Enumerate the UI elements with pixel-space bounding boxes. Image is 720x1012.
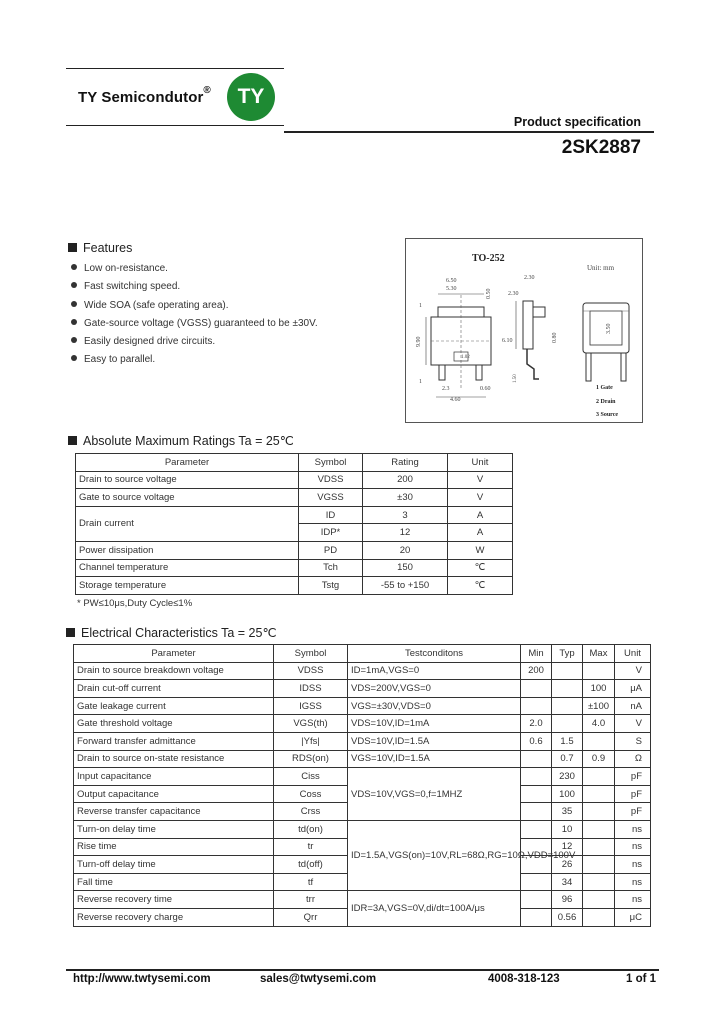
param-cell: Drain current (76, 506, 299, 541)
param-cell: Power dissipation (76, 541, 299, 559)
symbol-cell: td(off) (274, 856, 348, 874)
bullet-icon (71, 264, 77, 270)
unit-cell: pF (615, 768, 651, 786)
header-cell: Parameter (76, 454, 299, 472)
footer-url[interactable]: http://www.twtysemi.com (73, 973, 211, 985)
param-cell: Output capacitance (74, 785, 274, 803)
typ-cell (552, 680, 583, 698)
typ-cell (552, 662, 583, 680)
feature-text: Easily designed drive circuits. (84, 336, 216, 348)
svg-text:4.60: 4.60 (450, 397, 461, 403)
table-row (76, 506, 513, 524)
header-rule-top (66, 68, 284, 69)
min-cell (521, 891, 552, 909)
condition-cell: ID=1mA,VGS=0 (348, 662, 521, 680)
svg-text:6.10: 6.10 (502, 338, 513, 344)
max-cell (583, 803, 615, 821)
company-logo: TY (227, 73, 275, 121)
condition-cell: VDS=10V,ID=1mA (348, 715, 521, 733)
typ-cell: 230 (552, 768, 583, 786)
unit-cell: pF (615, 803, 651, 821)
typ-cell: 0.56 (552, 908, 583, 926)
typ-cell: 10 (552, 820, 583, 838)
pin-label-drain: 2 Drain (596, 399, 616, 405)
symbol-cell: td(on) (274, 820, 348, 838)
unit-cell: W (448, 541, 513, 559)
typ-cell: 34 (552, 873, 583, 891)
param-cell: Storage temperature (76, 577, 299, 595)
svg-text:9.90: 9.90 (416, 336, 422, 347)
feature-text: Gate-source voltage (VGSS) guaranteed to be ±30V. (84, 317, 318, 329)
abs-max-table (75, 453, 513, 595)
unit-cell: V (615, 715, 651, 733)
symbol-cell: RDS(on) (274, 750, 348, 768)
param-cell: Drain to source breakdown voltage (74, 662, 274, 680)
table-header-row (76, 454, 513, 472)
max-cell (583, 908, 615, 926)
table-row (76, 471, 513, 489)
symbol-cell: PD (299, 541, 363, 559)
min-cell (521, 785, 552, 803)
symbol-cell: ID (299, 506, 363, 524)
feature-text: Wide SOA (safe operating area). (84, 299, 229, 311)
part-number: 2SK2887 (561, 137, 641, 158)
typ-cell: 1.5 (552, 732, 583, 750)
feature-item (71, 262, 318, 280)
svg-text:1.50: 1.50 (513, 374, 518, 383)
param-cell: Forward transfer admittance (74, 732, 274, 750)
max-cell (583, 820, 615, 838)
table-row (76, 559, 513, 577)
typ-cell: 0.7 (552, 750, 583, 768)
param-cell: Channel temperature (76, 559, 299, 577)
header-cell: Unit (448, 454, 513, 472)
feature-item (71, 317, 318, 335)
unit-cell: ns (615, 838, 651, 856)
typ-cell: 35 (552, 803, 583, 821)
min-cell (521, 768, 552, 786)
max-cell (583, 785, 615, 803)
unit-cell: V (615, 662, 651, 680)
min-cell: 200 (521, 662, 552, 680)
header-cell: Unit (615, 645, 651, 663)
symbol-cell: Crss (274, 803, 348, 821)
max-cell (583, 732, 615, 750)
table-row (74, 715, 651, 733)
condition-cell: VDS=10V,VGS=0,f=1MHZ (348, 768, 521, 821)
typ-cell: 96 (552, 891, 583, 909)
unit-cell: V (448, 471, 513, 489)
pin-label-gate: 1 Gate (596, 385, 613, 391)
symbol-cell: VGS(th) (274, 715, 348, 733)
param-cell: Drain to source voltage (76, 471, 299, 489)
footer-rule (66, 969, 659, 971)
svg-text:0.50: 0.50 (486, 288, 492, 299)
condition-cell: IDR=3A,VGS=0V,di/dt=100A/μs (348, 891, 521, 926)
header-cell: Max (583, 645, 615, 663)
condition-cell: VGS=±30V,VDS=0 (348, 697, 521, 715)
rating-cell: ±30 (363, 489, 448, 507)
condition-cell: VGS=10V,ID=1.5A (348, 750, 521, 768)
symbol-cell: trr (274, 891, 348, 909)
header-cell: Symbol (274, 645, 348, 663)
header-cell: Parameter (74, 645, 274, 663)
unit-cell: A (448, 524, 513, 542)
svg-text:2.30: 2.30 (524, 275, 535, 281)
unit-cell: ℃ (448, 577, 513, 595)
table-row (74, 662, 651, 680)
max-cell (583, 873, 615, 891)
unit-cell: μC (615, 908, 651, 926)
typ-cell: 26 (552, 856, 583, 874)
symbol-cell: Ciss (274, 768, 348, 786)
svg-text:2.3: 2.3 (442, 386, 450, 392)
unit-cell: pF (615, 785, 651, 803)
svg-text:2.30: 2.30 (508, 291, 519, 297)
symbol-cell: |Yfs| (274, 732, 348, 750)
min-cell: 0.6 (521, 732, 552, 750)
rating-cell: 150 (363, 559, 448, 577)
elec-title: Electrical Characteristics Ta = 25℃ (66, 625, 276, 640)
feature-text: Low on-resistance. (84, 263, 168, 274)
max-cell: ±100 (583, 697, 615, 715)
symbol-cell: Tstg (299, 577, 363, 595)
param-cell: Reverse recovery charge (74, 908, 274, 926)
condition-cell: VDS=200V,VGS=0 (348, 680, 521, 698)
unit-cell: ns (615, 873, 651, 891)
symbol-cell: IDP* (299, 524, 363, 542)
footer-email[interactable]: sales@twtysemi.com (260, 973, 377, 985)
svg-text:0.60: 0.60 (480, 386, 491, 392)
table-row (74, 820, 651, 838)
max-cell: 4.0 (583, 715, 615, 733)
company-name: TY Semicondutor® (78, 85, 211, 106)
bullet-icon (71, 301, 77, 307)
max-cell (583, 891, 615, 909)
abs-max-note: * PW≤10μs,Duty Cycle≤1% (77, 598, 193, 609)
unit-cell: ns (615, 856, 651, 874)
bullet-icon (71, 319, 77, 325)
section-square-icon (68, 436, 77, 445)
header-rule-right (284, 131, 654, 133)
param-cell: Reverse recovery time (74, 891, 274, 909)
symbol-cell: tf (274, 873, 348, 891)
product-specification: Product specification (513, 115, 641, 129)
section-square-icon (66, 628, 75, 637)
unit-cell: nA (615, 697, 651, 715)
footer-page-number: 1 of 1 (626, 973, 657, 985)
unit-cell: A (448, 506, 513, 524)
svg-text:5.30: 5.30 (446, 286, 457, 292)
max-cell (583, 662, 615, 680)
symbol-cell: Coss (274, 785, 348, 803)
svg-text:0.80: 0.80 (552, 332, 558, 343)
header-cell: Symbol (299, 454, 363, 472)
typ-cell (552, 697, 583, 715)
min-cell (521, 680, 552, 698)
param-cell: Input capacitance (74, 768, 274, 786)
table-row (74, 891, 651, 909)
param-cell: Rise time (74, 838, 274, 856)
unit-cell: V (448, 489, 513, 507)
feature-item (71, 280, 318, 298)
feature-text: Easy to parallel. (84, 354, 156, 366)
min-cell (521, 820, 552, 838)
unit-cell: ns (615, 891, 651, 909)
condition-cell: VDS=10V,ID=1.5A (348, 732, 521, 750)
max-cell (583, 838, 615, 856)
rating-cell: -55 to +150 (363, 577, 448, 595)
table-row (74, 750, 651, 768)
bullet-icon (71, 337, 77, 343)
symbol-cell: tr (274, 838, 348, 856)
symbol-cell: VDSS (299, 471, 363, 489)
unit-cell: ℃ (448, 559, 513, 577)
feature-item (71, 353, 318, 371)
param-cell: Gate to source voltage (76, 489, 299, 507)
unit-cell: μA (615, 680, 651, 698)
svg-text:1: 1 (419, 303, 422, 309)
min-cell (521, 697, 552, 715)
table-row (76, 577, 513, 595)
header-cell: Testconditons (348, 645, 521, 663)
package-drawing (405, 238, 643, 423)
svg-text:6.50: 6.50 (446, 278, 457, 284)
typ-cell: 12 (552, 838, 583, 856)
table-header-row (74, 645, 651, 663)
table-row (74, 768, 651, 786)
header-cell: Rating (363, 454, 448, 472)
condition-cell: ID=1.5A,VGS(on)=10V,RL=68Ω,RG=10Ω,VDD=100V (348, 820, 521, 890)
table-row (74, 697, 651, 715)
rating-cell: 20 (363, 541, 448, 559)
rating-cell: 12 (363, 524, 448, 542)
param-cell: Gate threshold voltage (74, 715, 274, 733)
elec-table (73, 644, 651, 927)
max-cell (583, 856, 615, 874)
abs-max-title: Absolute Maximum Ratings Ta = 25℃ (68, 433, 294, 448)
max-cell (583, 768, 615, 786)
table-row (74, 732, 651, 750)
min-cell (521, 750, 552, 768)
unit-cell: Ω (615, 750, 651, 768)
symbol-cell: IDSS (274, 680, 348, 698)
max-cell: 0.9 (583, 750, 615, 768)
header-rule-bottom (66, 125, 284, 126)
param-cell: Turn-off delay time (74, 856, 274, 874)
table-row (76, 541, 513, 559)
table-row (74, 680, 651, 698)
header-cell: Min (521, 645, 552, 663)
min-cell (521, 873, 552, 891)
rating-cell: 200 (363, 471, 448, 489)
feature-text: Fast switching speed. (84, 281, 181, 293)
package-unit: Unit: mm (587, 264, 615, 272)
param-cell: Gate leakage current (74, 697, 274, 715)
svg-text:3.50: 3.50 (606, 323, 612, 334)
min-cell: 2.0 (521, 715, 552, 733)
package-title: TO-252 (472, 253, 505, 264)
package-outline-svg (406, 239, 642, 422)
param-cell: Reverse transfer capacitance (74, 803, 274, 821)
header-cell: Typ (552, 645, 583, 663)
param-cell: Drain cut-off current (74, 680, 274, 698)
features-title: Features (68, 241, 132, 255)
min-cell (521, 908, 552, 926)
max-cell: 100 (583, 680, 615, 698)
svg-text:1: 1 (419, 379, 422, 385)
unit-cell: ns (615, 820, 651, 838)
unit-cell: S (615, 732, 651, 750)
symbol-cell: Tch (299, 559, 363, 577)
typ-cell (552, 715, 583, 733)
bullet-icon (71, 282, 77, 288)
symbol-cell: IGSS (274, 697, 348, 715)
param-cell: Turn-on delay time (74, 820, 274, 838)
min-cell (521, 803, 552, 821)
symbol-cell: VDSS (274, 662, 348, 680)
svg-text:1.02: 1.02 (461, 355, 470, 360)
section-square-icon (68, 243, 77, 252)
symbol-cell: VGSS (299, 489, 363, 507)
param-cell: Drain to source on-state resistance (74, 750, 274, 768)
feature-item (71, 335, 318, 353)
footer-phone: 4008-318-123 (488, 973, 560, 985)
feature-item (71, 299, 318, 317)
symbol-cell: Qrr (274, 908, 348, 926)
pin-label-source: 3 Source (596, 412, 619, 418)
typ-cell: 100 (552, 785, 583, 803)
features-list (71, 262, 318, 372)
rating-cell: 3 (363, 506, 448, 524)
bullet-icon (71, 355, 77, 361)
param-cell: Fall time (74, 873, 274, 891)
table-row (76, 489, 513, 507)
